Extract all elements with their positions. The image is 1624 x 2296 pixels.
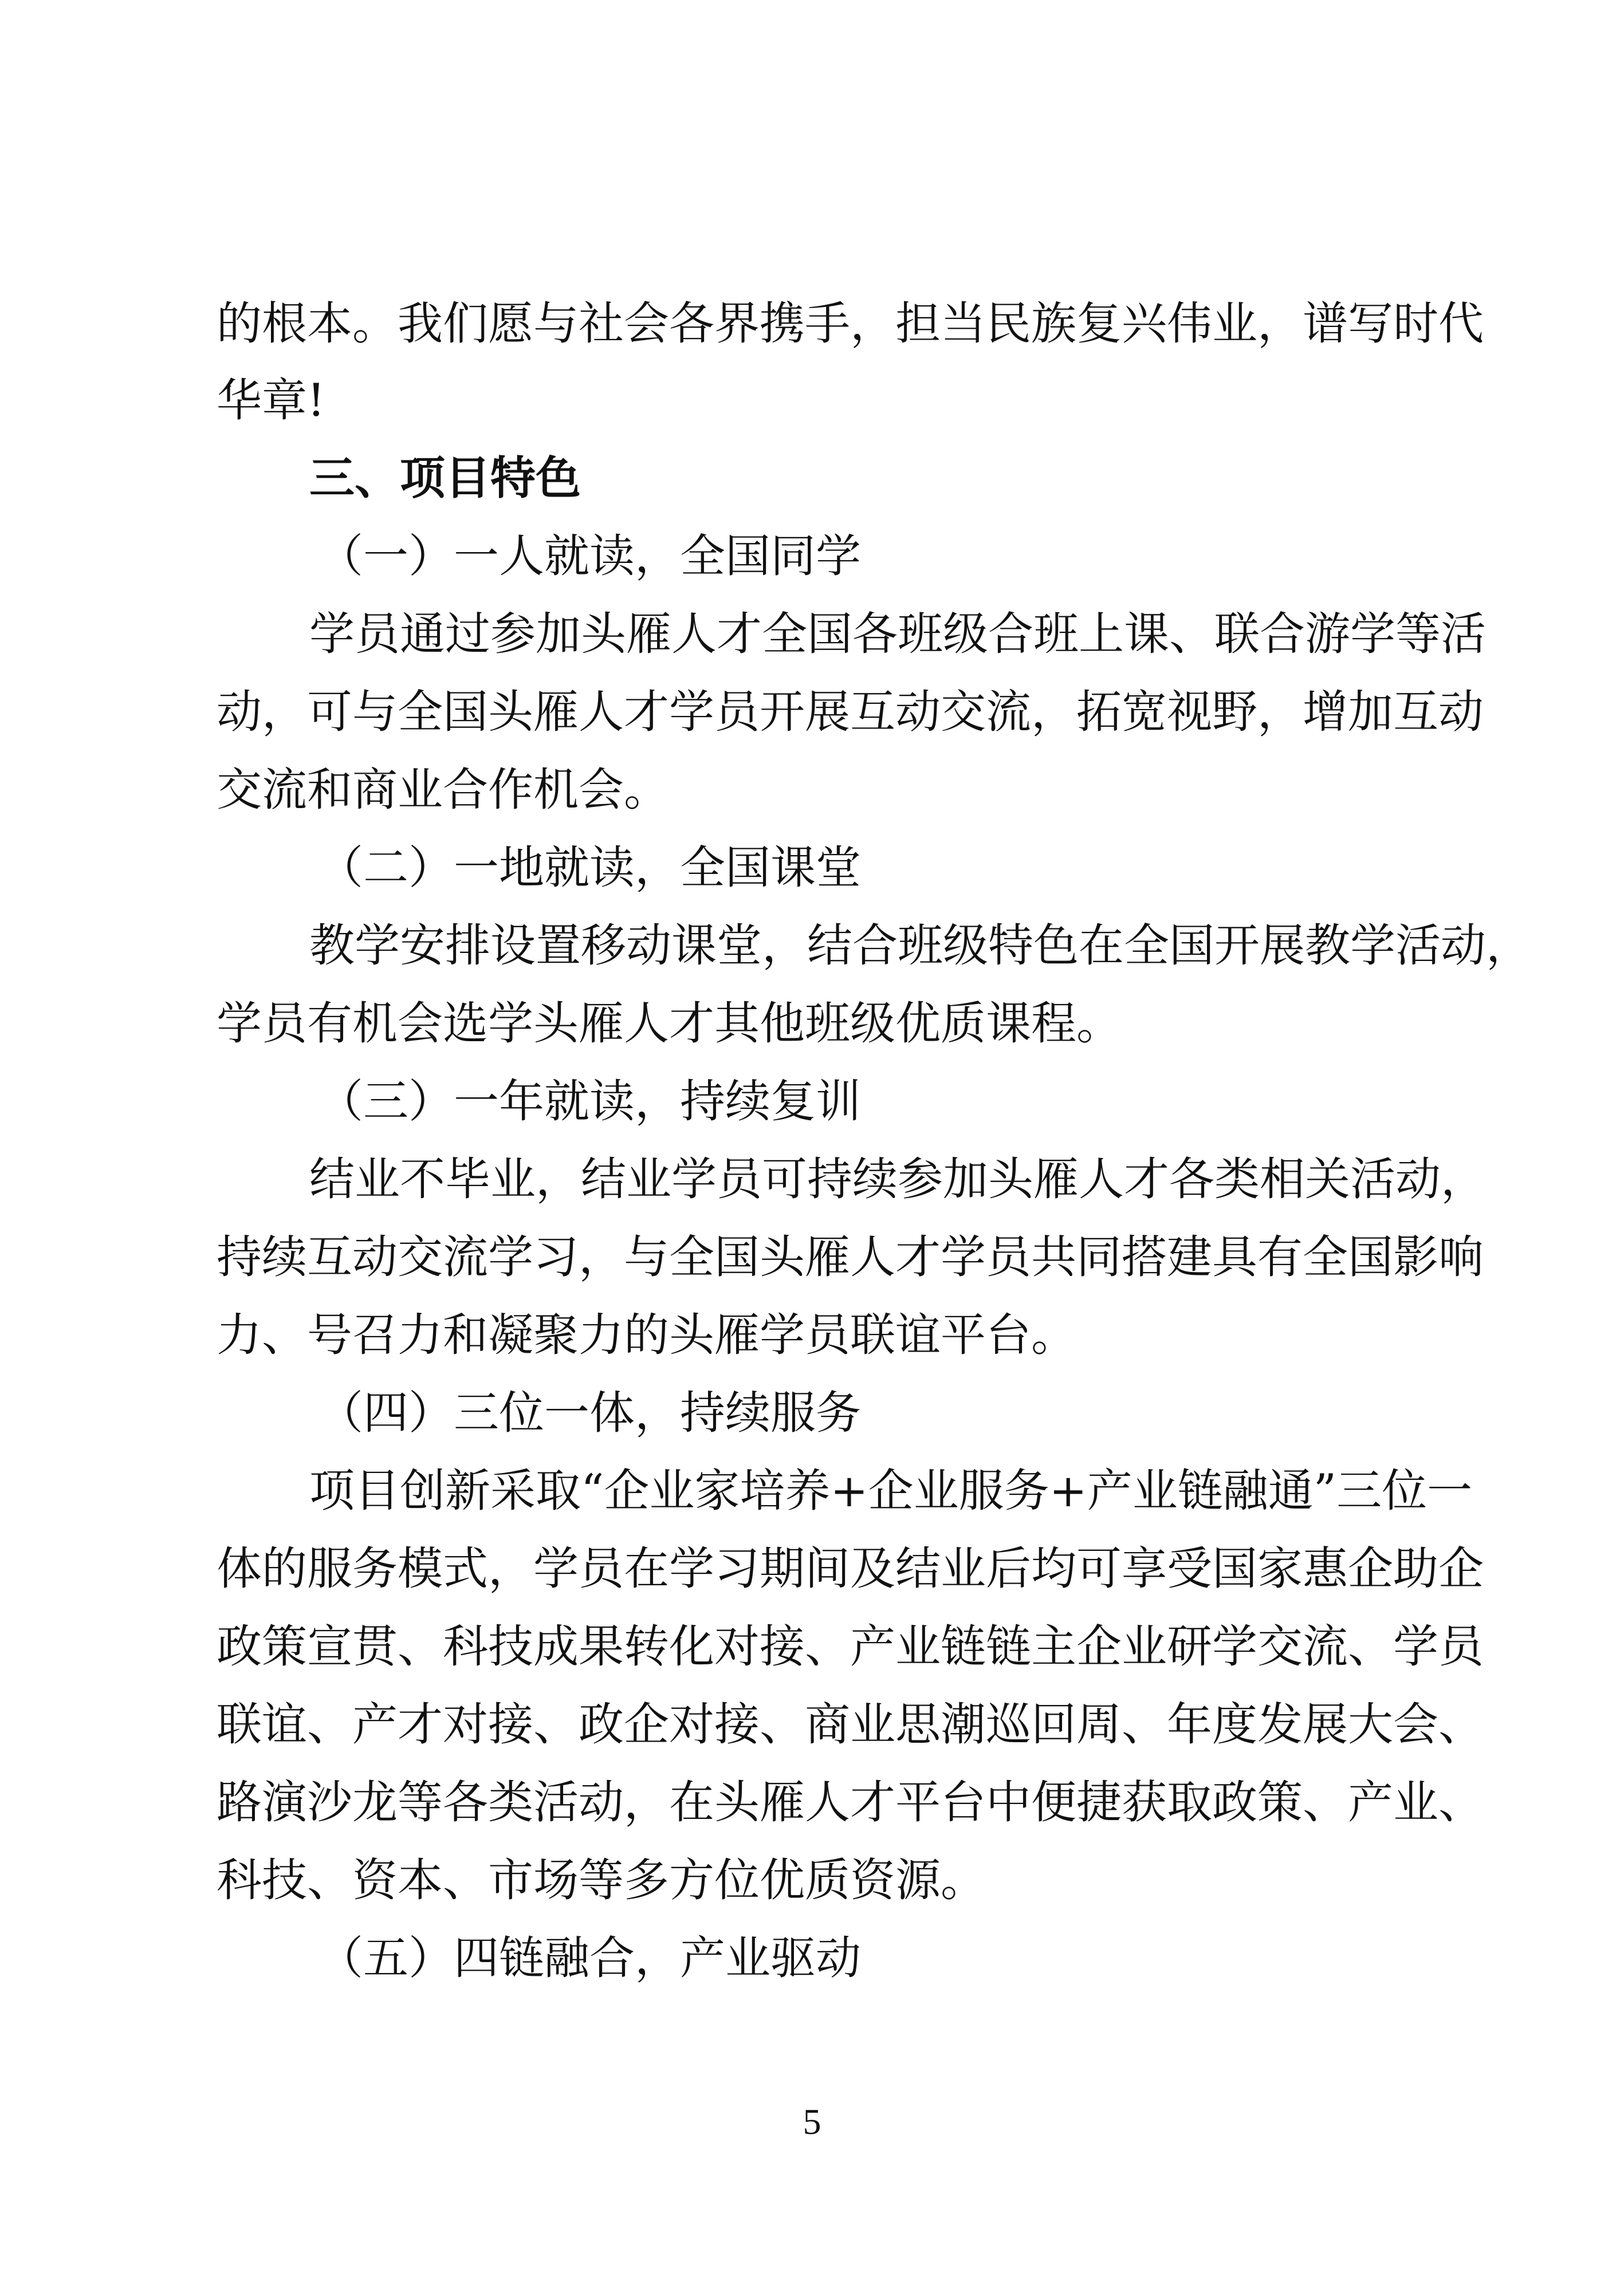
body-text-line: 路演沙龙等各类活动，在头雁人才平台中便捷获取政策、产业、 [217,1776,1484,1829]
section-heading: 三、项目特色 [309,452,581,505]
body-text-line: 华章! [217,374,325,427]
body-text-line: 结业不毕业，结业学员可持续参加头雁人才各类相关活动， [309,1153,1486,1206]
body-text-line: 学员通过参加头雁人才全国各班级合班上课、联合游学等活 [309,608,1486,660]
page-number: 5 [803,2101,821,2142]
body-text-line: 政策宣贯、科技成果转化对接、产业链链主企业研学交流、学员 [217,1620,1484,1673]
body-text-line: 学员有机会选学头雁人才其他班级优质课程。 [217,997,1122,1050]
body-text-line: 动，可与全国头雁人才学员开展互动交流，拓宽视野，增加互动 [217,686,1484,738]
body-text-line: 项目创新采取“企业家培养+企业服务+产业链融通”三位一 [309,1464,1473,1517]
body-text-line: 力、号召力和凝聚力的头雁学员联谊平台。 [217,1309,1076,1361]
subsection-heading: （四）三位一体，持续服务 [318,1387,861,1439]
subsection-heading: （一）一人就读，全国同学 [318,530,861,582]
body-text-line: 的根本。我们愿与社会各界携手，担当民族复兴伟业，谱写时代 [217,297,1484,350]
body-text-line: 联谊、产才对接、政企对接、商业思潮巡回周、年度发展大会、 [217,1698,1484,1751]
subsection-heading: （二）一地就读，全国课堂 [318,841,861,894]
body-text-line: 教学安排设置移动课堂，结合班级特色在全国开展教学活动， [309,919,1531,972]
subsection-heading: （三）一年就读，持续复训 [318,1075,861,1128]
body-text-line: 体的服务模式，学员在学习期间及结业后均可享受国家惠企助企 [217,1542,1484,1595]
subsection-heading: （五）四链融合，产业驱动 [318,1932,861,1984]
body-text-line: 交流和商业合作机会。 [217,763,669,816]
body-text-line: 持续互动交流学习，与全国头雁人才学员共同搭建具有全国影响 [217,1231,1484,1283]
body-text-line: 科技、资本、市场等多方位优质资源。 [217,1854,986,1907]
